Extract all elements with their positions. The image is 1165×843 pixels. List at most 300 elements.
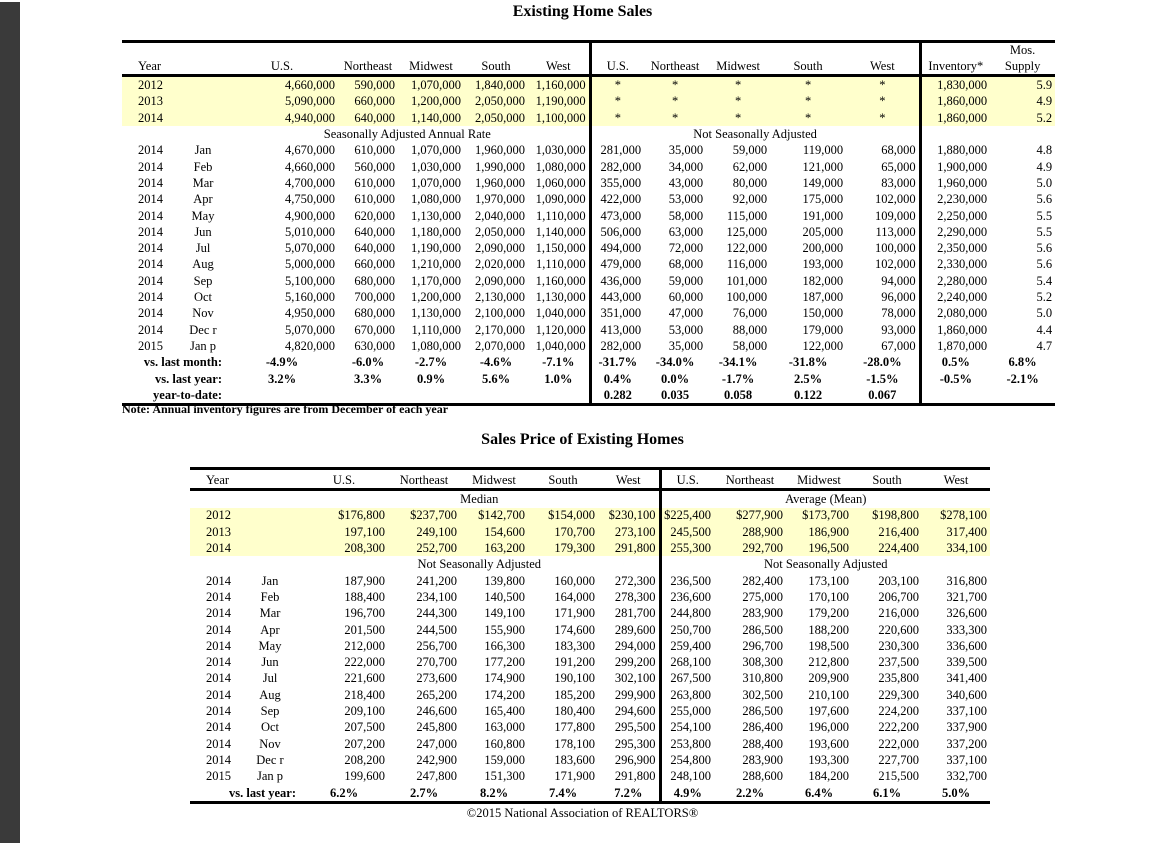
cell (240, 469, 300, 490)
cell: 310,800 (742, 671, 783, 686)
cell: 2.2% (714, 785, 786, 803)
table-row (122, 56, 1055, 76)
cell: 1.0% (544, 371, 573, 386)
cell: 2,040,000 (475, 208, 525, 223)
cell: 188,400 (344, 589, 385, 604)
cell: 288,400 (742, 736, 783, 751)
cell: May (191, 208, 215, 223)
cell: 245,800 (416, 720, 457, 735)
cell: 180,400 (554, 704, 595, 719)
cell: 177,800 (554, 720, 595, 735)
cell: 680,000 (354, 306, 395, 321)
cell: 150,000 (802, 306, 844, 321)
cell: 610,000 (354, 175, 395, 190)
cell: 224,400 (852, 540, 922, 556)
cell: -6.0% (351, 355, 385, 370)
cell: South (770, 56, 846, 76)
cell: 2,130,000 (475, 290, 525, 305)
cell: 96,000 (881, 290, 916, 305)
cell: 296,900 (614, 752, 656, 767)
cell: 5.6 (1036, 257, 1053, 272)
cell: 93,000 (881, 322, 916, 337)
cell (122, 126, 226, 142)
cell: -28.0% (863, 355, 902, 370)
cell: * (846, 94, 920, 110)
cell: -1.5% (866, 371, 899, 386)
cell: 4,660,000 (285, 159, 335, 174)
cell: 292,700 (714, 540, 786, 556)
table-row (190, 589, 990, 605)
cell: 263,800 (660, 687, 714, 703)
table-row (190, 736, 990, 752)
cell: vs. last month: (143, 355, 222, 370)
cell: 1,080,000 (535, 159, 586, 174)
cell: 640,000 (338, 110, 398, 126)
cell: 0.282 (590, 387, 644, 405)
cell: 4,660,000 (226, 76, 338, 94)
cell: 245,500 (660, 524, 714, 540)
cell: 5.0% (922, 785, 990, 803)
cell: 205,000 (802, 224, 844, 239)
cell: 191,000 (802, 208, 844, 223)
cell: Midwest (786, 469, 852, 490)
cell: 58,000 (732, 338, 768, 353)
table-row (122, 322, 1055, 338)
cell: Oct (260, 720, 280, 735)
cell: 336,600 (946, 638, 987, 653)
cell: 283,900 (742, 606, 783, 621)
cell: 2,100,000 (475, 306, 525, 321)
cell: * (644, 94, 706, 110)
cell: 163,000 (484, 720, 525, 735)
cell: * (846, 110, 920, 126)
cell: 1,200,000 (398, 94, 464, 110)
cell: 294,600 (614, 704, 656, 719)
cell: 5,000,000 (285, 257, 335, 272)
cell: 6.8% (1008, 355, 1037, 370)
cell: 215,500 (878, 769, 919, 784)
cell (180, 110, 226, 126)
cell: 222,200 (878, 720, 919, 735)
cell: 2,330,000 (920, 257, 990, 273)
table-row (190, 703, 990, 719)
cell: 2014 (138, 290, 163, 305)
cell: 5.0 (1036, 175, 1053, 190)
cell (464, 387, 528, 405)
cell: 222,000 (344, 655, 385, 670)
table-row (122, 354, 1055, 370)
cell: Jan (194, 143, 212, 158)
cell: 2,170,000 (475, 322, 525, 337)
cell: 186,900 (786, 524, 852, 540)
cell: Seasonally Adjusted Annual Rate (323, 127, 491, 142)
cell: 289,600 (614, 622, 656, 637)
cell: 308,300 (742, 655, 783, 670)
cell: 0.5% (920, 354, 990, 370)
cell: Year (122, 56, 180, 76)
cell: 216,000 (878, 606, 919, 621)
cell: 190,100 (554, 671, 595, 686)
cell: 660,000 (338, 94, 398, 110)
cell: Not Seasonally Adjusted (590, 126, 920, 142)
cell: 154,600 (460, 524, 528, 540)
table-row (122, 76, 1055, 94)
cell: 0.9% (416, 371, 446, 386)
cell: 2.7% (388, 785, 460, 803)
cell: 235,800 (878, 671, 919, 686)
cell (990, 387, 1055, 405)
cell: 1,990,000 (475, 159, 525, 174)
table-row (190, 469, 990, 490)
cell: $230,100 (598, 508, 660, 524)
cell: 241,200 (416, 573, 457, 588)
cell: 2,080,000 (920, 305, 990, 321)
cell: 5,070,000 (285, 322, 335, 337)
table-row (190, 719, 990, 735)
cell: 700,000 (354, 290, 395, 305)
table-row (190, 752, 990, 768)
cell: 247,800 (416, 769, 457, 784)
cell: 2014 (138, 257, 163, 272)
cell: 2014 (138, 143, 163, 158)
cell: Jan p (256, 769, 284, 784)
cell: 1,120,000 (535, 322, 586, 337)
cell: 1,860,000 (920, 94, 990, 110)
cell: 295,300 (614, 736, 656, 751)
table-row (122, 94, 1055, 110)
cell: 1,150,000 (535, 241, 586, 256)
cell: 1,960,000 (475, 175, 525, 190)
cell: 1,060,000 (535, 175, 586, 190)
cell: 1,970,000 (475, 192, 525, 207)
cell: Year (190, 469, 240, 490)
cell: -1.7% (721, 371, 755, 386)
cell: 3.3% (353, 371, 383, 386)
cell: 92,000 (732, 192, 768, 207)
cell: 6.1% (852, 785, 922, 803)
cell: 2014 (206, 655, 231, 670)
cell: 5.2 (1036, 290, 1053, 305)
cell: 2,350,000 (920, 240, 990, 256)
cell: 2,280,000 (920, 273, 990, 289)
cell: 179,000 (802, 322, 844, 337)
cell: 4,950,000 (285, 306, 335, 321)
table-row (190, 687, 990, 703)
cell: U.S. (590, 56, 644, 76)
cell: 122,000 (802, 338, 844, 353)
cell: 272,300 (614, 573, 656, 588)
cell: U.S. (660, 469, 714, 490)
cell: 244,300 (416, 606, 457, 621)
sales-price-table (190, 467, 990, 804)
cell: 413,000 (590, 322, 644, 338)
cell: 166,300 (484, 638, 525, 653)
cell: 83,000 (881, 175, 916, 190)
cell (122, 42, 590, 57)
cell: 2,070,000 (475, 338, 525, 353)
cell: 5.5 (1036, 224, 1053, 239)
cell: -31.8% (788, 355, 828, 370)
cell: 170,700 (528, 524, 598, 540)
cell: 1,130,000 (411, 208, 461, 223)
cell: 252,700 (388, 540, 460, 556)
cell: 1,070,000 (411, 143, 461, 158)
cell: 229,300 (878, 687, 919, 702)
cell: 63,000 (668, 224, 704, 239)
cell: 334,100 (922, 540, 990, 556)
cell: 173,100 (808, 573, 849, 588)
cell: 5.6 (1036, 241, 1053, 256)
table-row (190, 654, 990, 670)
cell: 4.8 (1036, 143, 1053, 158)
cell: 200,000 (802, 241, 844, 256)
cell: 332,700 (946, 769, 987, 784)
cell: 341,400 (946, 671, 987, 686)
cell: Aug (259, 687, 281, 702)
cell: 1,080,000 (411, 192, 461, 207)
cell: * (770, 110, 846, 126)
cell: 2.5% (794, 371, 823, 386)
cell: 102,000 (874, 257, 916, 272)
cell: -34.0% (655, 355, 695, 370)
cell: year-to-date: (122, 387, 226, 405)
cell: 171,900 (554, 769, 595, 784)
cell: 302,500 (742, 687, 783, 702)
table-row (122, 305, 1055, 321)
cell: -34.1% (718, 355, 758, 370)
cell: 291,800 (614, 769, 656, 784)
cell: * (590, 110, 644, 126)
cell: 2014 (138, 159, 163, 174)
cell: 109,000 (874, 208, 916, 223)
cell: 227,700 (878, 752, 919, 767)
cell: 4,900,000 (285, 208, 335, 223)
cell: 174,900 (484, 671, 525, 686)
cell: 2014 (206, 589, 231, 604)
table-row (122, 175, 1055, 191)
cell: Apr (193, 192, 213, 207)
cell: 2012 (190, 508, 240, 524)
cell: 187,900 (344, 573, 385, 588)
cell: 2014 (138, 224, 163, 239)
cell: 281,000 (590, 142, 644, 158)
cell: 7.2% (598, 785, 660, 803)
cell: * (590, 94, 644, 110)
cell: 197,600 (808, 704, 849, 719)
table-row (122, 371, 1055, 387)
cell: 67,000 (881, 338, 916, 353)
cell: 236,600 (660, 589, 714, 605)
cell: 149,100 (484, 606, 525, 621)
cell: 159,000 (484, 752, 525, 767)
cell: 5,010,000 (285, 224, 335, 239)
cell: 247,000 (416, 736, 457, 751)
cell: 151,300 (484, 769, 525, 784)
cell: South (528, 469, 598, 490)
cell: 237,500 (878, 655, 919, 670)
cell: 78,000 (881, 306, 916, 321)
cell: -2.7% (414, 355, 448, 370)
cell: 222,000 (878, 736, 919, 751)
cell: 2014 (206, 736, 231, 751)
cell (240, 540, 300, 556)
cell: 60,000 (668, 290, 704, 305)
cell: 171,900 (554, 606, 595, 621)
cell: 218,400 (344, 687, 385, 702)
cell: 1,110,000 (536, 208, 586, 223)
cell: 179,200 (808, 606, 849, 621)
cell: 149,000 (802, 175, 844, 190)
cell: 2014 (138, 273, 163, 288)
cell: 177,200 (484, 655, 525, 670)
cell: 102,000 (874, 192, 916, 207)
cell: Northeast (388, 469, 460, 490)
cell: 6.4% (786, 785, 852, 803)
cell: 1,880,000 (920, 142, 990, 158)
cell: 1,140,000 (535, 224, 586, 239)
cell: 4,820,000 (285, 338, 335, 353)
cell: 5.4 (1036, 273, 1053, 288)
cell: 2015 (206, 769, 231, 784)
cell: 4.9% (660, 785, 714, 803)
cell: 2014 (138, 175, 163, 190)
cell: 2014 (206, 573, 231, 588)
cell: U.S. (300, 469, 388, 490)
cell: 101,000 (726, 273, 768, 288)
cell: 5.6 (1036, 192, 1053, 207)
table-row (190, 573, 990, 589)
cell: 610,000 (354, 192, 395, 207)
cell: 185,200 (554, 687, 595, 702)
cell: 7.4% (528, 785, 598, 803)
cell: 2,050,000 (464, 110, 528, 126)
cell: Jan p (189, 338, 217, 353)
cell: 506,000 (590, 224, 644, 240)
cell: 2014 (138, 241, 163, 256)
cell: 155,900 (484, 622, 525, 637)
cell: West (598, 469, 660, 490)
cell: Jun (261, 655, 279, 670)
cell: 2,090,000 (475, 273, 525, 288)
cell: 5,160,000 (285, 290, 335, 305)
cell: 2,050,000 (475, 224, 525, 239)
cell: 59,000 (732, 143, 768, 158)
cell: 4,670,000 (285, 143, 335, 158)
cell (920, 387, 990, 405)
cell: 216,400 (852, 524, 922, 540)
cell: 221,600 (344, 671, 385, 686)
cell: 203,100 (878, 573, 919, 588)
cell: Dec r (189, 322, 217, 337)
cell: 1,030,000 (411, 159, 461, 174)
cell: 201,500 (344, 622, 385, 637)
cell: 197,100 (300, 524, 388, 540)
cell: 100,000 (874, 241, 916, 256)
cell: South (852, 469, 922, 490)
table-row (122, 142, 1055, 158)
cell: 1,900,000 (920, 159, 990, 175)
cell: 5.0 (1036, 306, 1053, 321)
cell: 1,140,000 (398, 110, 464, 126)
cell: 2015 (138, 338, 163, 353)
cell: 2013 (122, 94, 180, 110)
cell: 170,100 (808, 589, 849, 604)
cell: $154,000 (528, 508, 598, 524)
cell: 88,000 (732, 322, 768, 337)
cell: 4.4 (1036, 322, 1053, 337)
cell: 254,100 (660, 719, 714, 735)
cell: 1,830,000 (920, 76, 990, 94)
cell (920, 126, 1055, 142)
cell: 255,300 (660, 540, 714, 556)
cell: West (922, 469, 990, 490)
cell: 121,000 (802, 159, 844, 174)
cell: 0.122 (770, 387, 846, 405)
cell: 5.6% (481, 371, 511, 386)
table-row (190, 638, 990, 654)
cell: 2,230,000 (920, 191, 990, 207)
cell: 1,960,000 (920, 175, 990, 191)
cell: Mar (259, 606, 281, 621)
cell: Not Seasonally Adjusted (417, 557, 542, 572)
cell: 479,000 (590, 257, 644, 273)
cell: 1,100,000 (528, 110, 590, 126)
cell: 288,600 (742, 769, 783, 784)
cell: 2014 (190, 540, 240, 556)
table-row (122, 273, 1055, 289)
cell: 224,200 (878, 704, 919, 719)
cell: 2014 (206, 606, 231, 621)
cell: 282,400 (742, 573, 783, 588)
cell: 2014 (138, 192, 163, 207)
cell: 1,070,000 (398, 76, 464, 94)
cell: 1,110,000 (536, 257, 586, 272)
cell: 302,100 (614, 671, 656, 686)
cell: 436,000 (590, 273, 644, 289)
table-row (190, 556, 990, 572)
cell: 34,000 (668, 159, 704, 174)
cell: 2,090,000 (475, 241, 525, 256)
cell: 2014 (206, 720, 231, 735)
cell: 1,110,000 (411, 322, 461, 337)
cell: 184,200 (808, 769, 849, 784)
cell: 282,000 (590, 159, 644, 175)
cell: 212,800 (808, 655, 849, 670)
cell: $173,700 (786, 508, 852, 524)
cell: 2,050,000 (464, 94, 528, 110)
cell: 206,700 (878, 589, 919, 604)
cell: 253,800 (660, 736, 714, 752)
cell: 337,100 (946, 752, 987, 767)
cell: 281,700 (614, 606, 656, 621)
cell: 288,900 (714, 524, 786, 540)
cell: 590,000 (338, 76, 398, 94)
cell: $237,700 (388, 508, 460, 524)
cell: 1,210,000 (411, 257, 461, 272)
price-table-title: Sales Price of Existing Homes (481, 431, 684, 448)
cell: 58,000 (668, 208, 704, 223)
cell: Supply (990, 56, 1055, 76)
cell: 140,500 (484, 589, 525, 604)
cell: 35,000 (668, 338, 704, 353)
cell: 0.4% (590, 371, 644, 387)
cell: Feb (260, 589, 280, 604)
cell: 125,000 (726, 224, 768, 239)
cell: 291,800 (598, 540, 660, 556)
cell: 220,600 (878, 622, 919, 637)
cell: 4.9 (990, 94, 1055, 110)
cell: Midwest (398, 56, 464, 76)
